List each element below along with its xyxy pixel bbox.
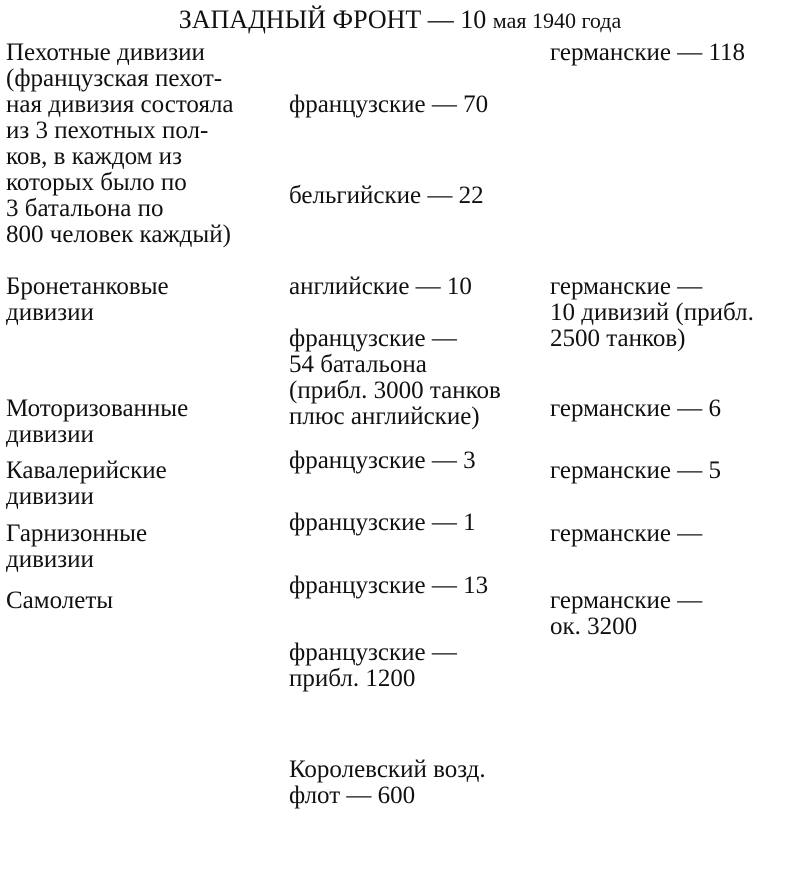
- allied-entry: французские — 1: [289, 509, 476, 536]
- german-forces: германские —: [550, 520, 703, 547]
- row-label: Гарнизонные дивизии: [6, 520, 148, 573]
- german-forces: германские — 5: [550, 457, 721, 484]
- german-forces: германские — 6: [550, 395, 721, 422]
- row-label: Бронетанковые дивизии: [6, 273, 169, 326]
- row-label: Моторизованные дивизии: [6, 395, 189, 448]
- german-forces: германские — 10 дивизий (прибл. 2500 танков): [550, 273, 754, 352]
- allied-entry: бельгийские — 22: [289, 182, 484, 209]
- german-forces: германские — 118: [550, 39, 746, 66]
- allied-entry: французские — прибл. 1200: [289, 639, 457, 692]
- allied-forces: [289, 588, 486, 874]
- german-forces: германские — ок. 3200: [550, 587, 703, 640]
- allied-entry: французские — 3: [289, 447, 476, 474]
- allied-entry: английские — 10: [289, 273, 472, 300]
- title-main: ЗАПАДНЫЙ ФРОНТ — 10: [178, 5, 493, 34]
- allied-entry: французские — 70: [289, 91, 489, 118]
- allied-entry: французские — 13: [289, 572, 489, 599]
- allied-entry: Королевский возд. флот — 600: [289, 756, 486, 809]
- page-title: [0, 5, 800, 36]
- row-label: Кавалерийские дивизии: [6, 457, 167, 510]
- row-label: Пехотные дивизии (французская пехот- ная дивизия состояла из 3 пехотных пол- ков, в каждом из которых было по 3 батальона по 800 человек каждый): [6, 39, 234, 248]
- row-label: Самолеты: [6, 587, 114, 614]
- title-date: мая 1940 года: [492, 8, 622, 33]
- allied-entry: французские — 54 батальона (прибл. 3000 танков плюс английские): [289, 325, 501, 430]
